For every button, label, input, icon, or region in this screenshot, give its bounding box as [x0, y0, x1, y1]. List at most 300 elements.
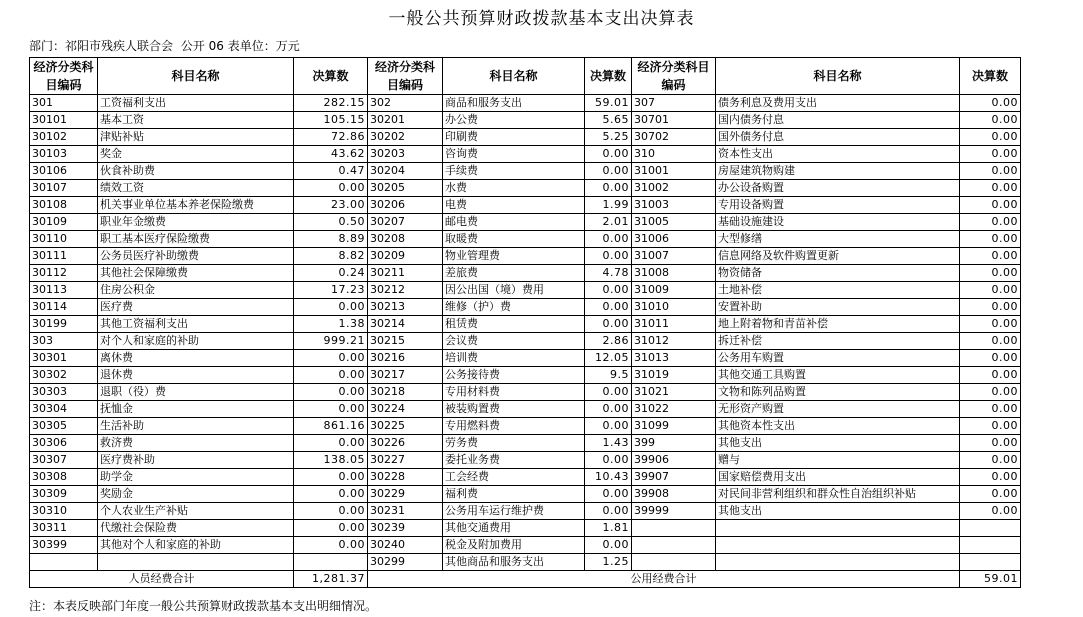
cell-name-3: 地上附着物和青苗补偿 [716, 316, 960, 333]
cell-code-2: 30240 [368, 537, 443, 554]
table-row [30, 248, 1021, 265]
cell-amount-3: 0.00 [960, 231, 1021, 248]
cell-name-1: 其他对个人和家庭的补助 [98, 537, 294, 554]
header-item-name-2: 科目名称 [443, 58, 585, 95]
cell-amount-1 [294, 554, 368, 571]
cell-name-3: 拆迁补偿 [716, 333, 960, 350]
header-econ-code-1: 经济分类科目编码 [30, 58, 98, 95]
cell-code-2: 30239 [368, 520, 443, 537]
cell-code-3: 31009 [632, 282, 716, 299]
cell-code-3 [632, 537, 716, 554]
cell-code-3: 30702 [632, 129, 716, 146]
cell-code-1 [30, 554, 98, 571]
cell-amount-2: 0.00 [585, 486, 632, 503]
cell-code-3: 307 [632, 95, 716, 112]
cell-code-3: 31008 [632, 265, 716, 282]
cell-amount-2: 0.00 [585, 418, 632, 435]
cell-code-3: 30701 [632, 112, 716, 129]
cell-code-3: 31001 [632, 163, 716, 180]
cell-amount-2: 0.00 [585, 282, 632, 299]
cell-code-1: 30309 [30, 486, 98, 503]
cell-amount-1: 0.00 [294, 486, 368, 503]
cell-code-1: 301 [30, 95, 98, 112]
cell-name-2: 维修（护）费 [443, 299, 585, 316]
cell-name-2: 被装购置费 [443, 401, 585, 418]
cell-code-2: 30202 [368, 129, 443, 146]
cell-code-2: 30227 [368, 452, 443, 469]
cell-amount-2: 0.00 [585, 316, 632, 333]
cell-name-3: 文物和陈列品购置 [716, 384, 960, 401]
cell-amount-1: 0.00 [294, 180, 368, 197]
cell-code-3: 310 [632, 146, 716, 163]
cell-code-1: 30106 [30, 163, 98, 180]
header-item-name-3: 科目名称 [716, 58, 960, 95]
cell-amount-2: 12.05 [585, 350, 632, 367]
cell-code-1: 30305 [30, 418, 98, 435]
cell-name-2: 印刷费 [443, 129, 585, 146]
cell-name-1: 医疗费补助 [98, 452, 294, 469]
table-row [30, 95, 1021, 112]
cell-name-1: 奖励金 [98, 486, 294, 503]
cell-amount-1: 282.15 [294, 95, 368, 112]
cell-code-2: 30226 [368, 435, 443, 452]
cell-name-2: 劳务费 [443, 435, 585, 452]
cell-code-2: 30203 [368, 146, 443, 163]
cell-code-1: 30304 [30, 401, 98, 418]
cell-name-3 [716, 520, 960, 537]
cell-code-2: 30206 [368, 197, 443, 214]
cell-amount-3: 0.00 [960, 486, 1021, 503]
cell-name-1: 机关事业单位基本养老保险缴费 [98, 197, 294, 214]
cell-amount-1: 17.23 [294, 282, 368, 299]
cell-code-3: 39908 [632, 486, 716, 503]
cell-code-1: 30310 [30, 503, 98, 520]
cell-name-2: 租赁费 [443, 316, 585, 333]
table-row [30, 180, 1021, 197]
cell-name-1: 对个人和家庭的补助 [98, 333, 294, 350]
cell-code-2: 30299 [368, 554, 443, 571]
cell-name-2: 培训费 [443, 350, 585, 367]
cell-name-3: 赠与 [716, 452, 960, 469]
cell-amount-3: 0.00 [960, 197, 1021, 214]
cell-name-1: 生活补助 [98, 418, 294, 435]
table-row [30, 503, 1021, 520]
cell-code-2: 30205 [368, 180, 443, 197]
cell-name-1: 基本工资 [98, 112, 294, 129]
table-row [30, 299, 1021, 316]
cell-name-2: 商品和服务支出 [443, 95, 585, 112]
table-row [30, 163, 1021, 180]
cell-code-3: 39907 [632, 469, 716, 486]
cell-code-3: 31006 [632, 231, 716, 248]
cell-code-3: 31011 [632, 316, 716, 333]
cell-amount-1: 0.00 [294, 367, 368, 384]
cell-amount-2: 0.00 [585, 299, 632, 316]
cell-name-3: 房屋建筑物购建 [716, 163, 960, 180]
table-row [30, 452, 1021, 469]
cell-amount-1: 0.00 [294, 503, 368, 520]
cell-amount-2: 0.00 [585, 231, 632, 248]
cell-amount-2: 1.43 [585, 435, 632, 452]
cell-amount-2: 5.25 [585, 129, 632, 146]
cell-code-1: 30399 [30, 537, 98, 554]
cell-code-3: 31019 [632, 367, 716, 384]
cell-code-1: 30108 [30, 197, 98, 214]
cell-name-2: 办公费 [443, 112, 585, 129]
table-row [30, 554, 1021, 571]
cell-name-1: 奖金 [98, 146, 294, 163]
cell-amount-3: 0.00 [960, 180, 1021, 197]
cell-amount-2: 9.5 [585, 367, 632, 384]
cell-amount-3: 0.00 [960, 299, 1021, 316]
cell-name-2: 因公出国（境）费用 [443, 282, 585, 299]
cell-code-3 [632, 520, 716, 537]
cell-name-3: 对民间非营利组织和群众性自治组织补贴 [716, 486, 960, 503]
cell-name-2: 会议费 [443, 333, 585, 350]
cell-name-2: 税金及附加费用 [443, 537, 585, 554]
cell-amount-3: 0.00 [960, 384, 1021, 401]
cell-name-3: 国内债务付息 [716, 112, 960, 129]
cell-name-2: 专用材料费 [443, 384, 585, 401]
cell-name-3 [716, 537, 960, 554]
cell-amount-1: 23.00 [294, 197, 368, 214]
subtitle-line [29, 37, 304, 54]
cell-amount-1: 8.82 [294, 248, 368, 265]
cell-amount-2: 0.00 [585, 452, 632, 469]
cell-name-3: 国家赔偿费用支出 [716, 469, 960, 486]
cell-name-3: 安置补助 [716, 299, 960, 316]
cell-name-2: 公务用车运行维护费 [443, 503, 585, 520]
cell-code-1: 30102 [30, 129, 98, 146]
cell-code-2: 30225 [368, 418, 443, 435]
cell-code-2: 30218 [368, 384, 443, 401]
cell-code-3: 31003 [632, 197, 716, 214]
cell-name-3: 国外债务付息 [716, 129, 960, 146]
cell-code-3: 39999 [632, 503, 716, 520]
table-row [30, 486, 1021, 503]
cell-name-1: 职工基本医疗保险缴费 [98, 231, 294, 248]
cell-code-1: 30112 [30, 265, 98, 282]
table-row [30, 469, 1021, 486]
cell-code-1: 30114 [30, 299, 98, 316]
cell-amount-3: 0.00 [960, 265, 1021, 282]
cell-name-1: 抚恤金 [98, 401, 294, 418]
cell-amount-3: 0.00 [960, 452, 1021, 469]
table-row [30, 520, 1021, 537]
table-row [30, 112, 1021, 129]
cell-amount-1: 0.50 [294, 214, 368, 231]
table-row [30, 214, 1021, 231]
cell-name-2: 手续费 [443, 163, 585, 180]
cell-amount-3: 0.00 [960, 350, 1021, 367]
cell-name-2: 咨询费 [443, 146, 585, 163]
cell-name-3: 公务用车购置 [716, 350, 960, 367]
cell-amount-3: 0.00 [960, 367, 1021, 384]
cell-name-1: 绩效工资 [98, 180, 294, 197]
table-number-unit: 公开 06 表单位：万元 [180, 39, 300, 53]
cell-amount-1: 1.38 [294, 316, 368, 333]
table-row [30, 282, 1021, 299]
cell-amount-3 [960, 520, 1021, 537]
cell-name-1: 住房公积金 [98, 282, 294, 299]
cell-amount-2: 5.65 [585, 112, 632, 129]
cell-amount-2: 0.00 [585, 537, 632, 554]
header-amount-3: 决算数 [960, 58, 1021, 95]
cell-amount-1: 72.86 [294, 129, 368, 146]
cell-amount-2: 4.78 [585, 265, 632, 282]
cell-name-3: 大型修缮 [716, 231, 960, 248]
cell-name-3: 其他支出 [716, 503, 960, 520]
cell-code-2: 30209 [368, 248, 443, 265]
cell-code-3: 31013 [632, 350, 716, 367]
table-row [30, 401, 1021, 418]
table-row [30, 146, 1021, 163]
cell-name-1: 个人农业生产补贴 [98, 503, 294, 520]
cell-amount-2: 0.00 [585, 503, 632, 520]
table-row [30, 384, 1021, 401]
cell-amount-1: 0.00 [294, 384, 368, 401]
table-row [30, 350, 1021, 367]
cell-amount-1: 105.15 [294, 112, 368, 129]
cell-amount-3: 0.00 [960, 129, 1021, 146]
cell-name-1: 助学金 [98, 469, 294, 486]
cell-code-2: 30211 [368, 265, 443, 282]
table-body [30, 95, 1021, 571]
table-row [30, 418, 1021, 435]
cell-name-2: 物业管理费 [443, 248, 585, 265]
cell-name-3: 物资储备 [716, 265, 960, 282]
cell-code-2: 30224 [368, 401, 443, 418]
cell-name-2: 公务接待费 [443, 367, 585, 384]
cell-code-3: 31005 [632, 214, 716, 231]
cell-code-3: 31007 [632, 248, 716, 265]
cell-name-1: 医疗费 [98, 299, 294, 316]
cell-code-1: 30307 [30, 452, 98, 469]
totals-row [30, 571, 1021, 588]
cell-code-3: 31002 [632, 180, 716, 197]
cell-amount-3: 0.00 [960, 469, 1021, 486]
cell-name-2: 差旅费 [443, 265, 585, 282]
department-label: 部门：祁阳市残疾人联合会 [29, 39, 174, 53]
cell-amount-1: 0.00 [294, 469, 368, 486]
cell-amount-2: 0.00 [585, 401, 632, 418]
cell-code-1: 30301 [30, 350, 98, 367]
cell-code-1: 30103 [30, 146, 98, 163]
cell-name-1: 救济费 [98, 435, 294, 452]
cell-amount-3: 0.00 [960, 401, 1021, 418]
cell-code-3: 31022 [632, 401, 716, 418]
table-row [30, 197, 1021, 214]
table-row [30, 367, 1021, 384]
cell-code-1: 30110 [30, 231, 98, 248]
header-amount-1: 决算数 [294, 58, 368, 95]
cell-name-1: 离休费 [98, 350, 294, 367]
cell-amount-1: 0.00 [294, 435, 368, 452]
cell-code-3: 39906 [632, 452, 716, 469]
cell-code-3: 31012 [632, 333, 716, 350]
cell-code-1: 30302 [30, 367, 98, 384]
cell-code-1: 30107 [30, 180, 98, 197]
page-title: 一般公共预算财政拨款基本支出决算表 [388, 9, 695, 29]
cell-name-3: 资本性支出 [716, 146, 960, 163]
cell-amount-1: 0.00 [294, 520, 368, 537]
cell-name-3: 无形资产购置 [716, 401, 960, 418]
cell-name-1: 其他社会保障缴费 [98, 265, 294, 282]
header-econ-code-2: 经济分类科目编码 [368, 58, 443, 95]
personnel-total-value: 1,281.37 [294, 571, 368, 588]
cell-name-2: 邮电费 [443, 214, 585, 231]
personnel-total-label: 人员经费合计 [30, 571, 294, 588]
cell-name-3: 专用设备购置 [716, 197, 960, 214]
cell-amount-3 [960, 537, 1021, 554]
cell-code-1: 30306 [30, 435, 98, 452]
cell-code-2: 30212 [368, 282, 443, 299]
cell-name-1 [98, 554, 294, 571]
cell-amount-3: 0.00 [960, 435, 1021, 452]
cell-name-3: 办公设备购置 [716, 180, 960, 197]
header-item-name-1: 科目名称 [98, 58, 294, 95]
header-econ-code-3: 经济分类科目编码 [632, 58, 716, 95]
cell-code-2: 30201 [368, 112, 443, 129]
cell-amount-2: 1.81 [585, 520, 632, 537]
cell-code-2: 302 [368, 95, 443, 112]
cell-code-2: 30217 [368, 367, 443, 384]
cell-amount-1: 138.05 [294, 452, 368, 469]
cell-amount-1: 0.00 [294, 350, 368, 367]
expenditure-table [29, 57, 1021, 588]
cell-code-2: 30215 [368, 333, 443, 350]
cell-amount-2: 2.01 [585, 214, 632, 231]
cell-amount-2: 0.00 [585, 180, 632, 197]
cell-code-3: 399 [632, 435, 716, 452]
footnote: 注：本表反映部门年度一般公共预算财政拨款基本支出明细情况。 [29, 599, 378, 613]
table-row [30, 231, 1021, 248]
cell-amount-1: 43.62 [294, 146, 368, 163]
cell-amount-3: 0.00 [960, 316, 1021, 333]
cell-name-3: 基础设施建设 [716, 214, 960, 231]
cell-name-3: 其他交通工具购置 [716, 367, 960, 384]
table-row [30, 316, 1021, 333]
public-total-value: 59.01 [960, 571, 1021, 588]
cell-code-1: 30109 [30, 214, 98, 231]
cell-amount-2: 0.00 [585, 146, 632, 163]
header-row [30, 58, 1021, 95]
cell-code-2: 30208 [368, 231, 443, 248]
cell-name-1: 公务员医疗补助缴费 [98, 248, 294, 265]
cell-name-2: 福利费 [443, 486, 585, 503]
cell-name-1: 退职（役）费 [98, 384, 294, 401]
cell-code-2: 30231 [368, 503, 443, 520]
cell-code-1: 30303 [30, 384, 98, 401]
cell-name-1: 其他工资福利支出 [98, 316, 294, 333]
cell-amount-3: 0.00 [960, 214, 1021, 231]
cell-name-2: 工会经费 [443, 469, 585, 486]
cell-name-1: 职业年金缴费 [98, 214, 294, 231]
cell-name-1: 津贴补贴 [98, 129, 294, 146]
cell-code-3: 31099 [632, 418, 716, 435]
cell-name-2: 其他交通费用 [443, 520, 585, 537]
cell-name-3: 债务利息及费用支出 [716, 95, 960, 112]
header-amount-2: 决算数 [585, 58, 632, 95]
cell-amount-3: 0.00 [960, 112, 1021, 129]
cell-amount-3: 0.00 [960, 146, 1021, 163]
cell-code-2: 30213 [368, 299, 443, 316]
cell-code-2: 30214 [368, 316, 443, 333]
cell-code-1: 303 [30, 333, 98, 350]
cell-name-3 [716, 554, 960, 571]
cell-name-2: 取暖费 [443, 231, 585, 248]
cell-amount-3 [960, 554, 1021, 571]
cell-name-1: 代缴社会保险费 [98, 520, 294, 537]
cell-amount-3: 0.00 [960, 248, 1021, 265]
cell-name-3: 其他资本性支出 [716, 418, 960, 435]
table-row [30, 435, 1021, 452]
cell-amount-2: 2.86 [585, 333, 632, 350]
cell-amount-1: 8.89 [294, 231, 368, 248]
cell-amount-2: 0.00 [585, 384, 632, 401]
cell-code-1: 30101 [30, 112, 98, 129]
cell-amount-2: 10.43 [585, 469, 632, 486]
cell-amount-3: 0.00 [960, 333, 1021, 350]
table-row [30, 265, 1021, 282]
cell-code-1: 30199 [30, 316, 98, 333]
cell-name-2: 电费 [443, 197, 585, 214]
cell-amount-3: 0.00 [960, 163, 1021, 180]
cell-code-1: 30113 [30, 282, 98, 299]
cell-name-1: 退休费 [98, 367, 294, 384]
cell-amount-1: 0.47 [294, 163, 368, 180]
cell-name-1: 伙食补助费 [98, 163, 294, 180]
cell-code-3: 31010 [632, 299, 716, 316]
public-total-label: 公用经费合计 [368, 571, 960, 588]
cell-amount-2: 0.00 [585, 248, 632, 265]
cell-amount-2: 1.99 [585, 197, 632, 214]
cell-amount-1: 861.16 [294, 418, 368, 435]
cell-amount-3: 0.00 [960, 418, 1021, 435]
cell-amount-3: 0.00 [960, 95, 1021, 112]
cell-code-2: 30228 [368, 469, 443, 486]
cell-amount-3: 0.00 [960, 503, 1021, 520]
cell-name-3: 土地补偿 [716, 282, 960, 299]
cell-code-2: 30207 [368, 214, 443, 231]
table-row [30, 129, 1021, 146]
cell-code-2: 30216 [368, 350, 443, 367]
cell-name-2: 委托业务费 [443, 452, 585, 469]
cell-name-3: 信息网络及软件购置更新 [716, 248, 960, 265]
cell-name-2: 其他商品和服务支出 [443, 554, 585, 571]
cell-code-3 [632, 554, 716, 571]
cell-amount-1: 0.00 [294, 537, 368, 554]
cell-code-1: 30311 [30, 520, 98, 537]
cell-amount-1: 999.21 [294, 333, 368, 350]
cell-name-1: 工资福利支出 [98, 95, 294, 112]
cell-amount-1: 0.24 [294, 265, 368, 282]
cell-name-2: 水费 [443, 180, 585, 197]
cell-amount-2: 59.01 [585, 95, 632, 112]
cell-code-2: 30204 [368, 163, 443, 180]
cell-name-3: 其他支出 [716, 435, 960, 452]
cell-amount-3: 0.00 [960, 282, 1021, 299]
cell-code-1: 30308 [30, 469, 98, 486]
cell-code-3: 31021 [632, 384, 716, 401]
cell-code-1: 30111 [30, 248, 98, 265]
cell-amount-1: 0.00 [294, 299, 368, 316]
table-row [30, 333, 1021, 350]
table-row [30, 537, 1021, 554]
cell-amount-1: 0.00 [294, 401, 368, 418]
cell-name-2: 专用燃料费 [443, 418, 585, 435]
cell-amount-2: 1.25 [585, 554, 632, 571]
